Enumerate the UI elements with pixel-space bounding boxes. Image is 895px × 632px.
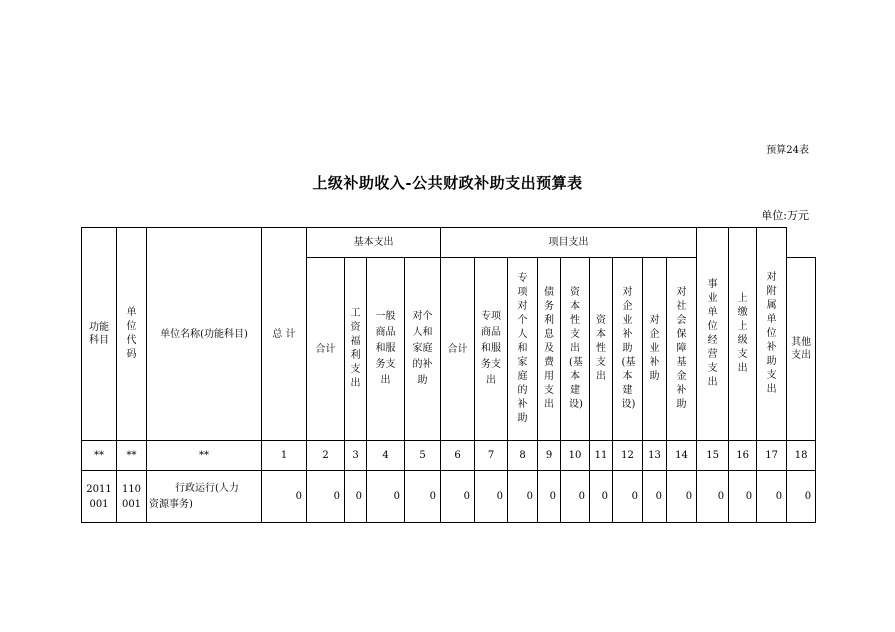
header-special-personal: 专项对个人和家庭的补助 xyxy=(508,258,538,441)
header-capital-basic: 资本性支出(基本建设) xyxy=(561,258,590,441)
func-code-cell: 2011001 xyxy=(82,471,117,523)
unit-label: 单位:万元 xyxy=(761,209,809,222)
index-cell: 11 xyxy=(590,441,613,471)
header-turn-over: 上缴上级支出 xyxy=(729,228,757,441)
header-goods: 一般商品和服务支出 xyxy=(367,258,405,441)
table-row xyxy=(82,471,816,523)
value-cell: 0 xyxy=(405,471,441,523)
index-cell: 7 xyxy=(475,441,508,471)
header-special-goods: 专项商品和服务支出 xyxy=(475,258,508,441)
value-cell: 0 xyxy=(729,471,757,523)
value-cell: 0 xyxy=(508,471,538,523)
index-cell: 5 xyxy=(405,441,441,471)
header-social-security: 对社会保障基金补助 xyxy=(667,258,697,441)
header-capital: 资本性支出 xyxy=(590,258,613,441)
value-cell: 0 xyxy=(697,471,729,523)
value-cell: 0 xyxy=(441,471,475,523)
index-row xyxy=(82,441,816,471)
header-wages: 工资福利支出 xyxy=(345,258,367,441)
value-cell: 0 xyxy=(590,471,613,523)
index-cell: 3 xyxy=(345,441,367,471)
budget-table xyxy=(81,227,816,523)
header-business: 事业单位经营支出 xyxy=(697,228,729,441)
index-cell: 8 xyxy=(508,441,538,471)
header-basic-total: 合计 xyxy=(307,258,345,441)
index-cell: 9 xyxy=(538,441,561,471)
header-unit-name: 单位名称(功能科目) xyxy=(147,228,262,441)
index-cell: 10 xyxy=(561,441,590,471)
header-enterprise-basic: 对企业补助(基本建设) xyxy=(613,258,643,441)
header-project-group: 项目支出 xyxy=(441,228,697,258)
header-other: 其他支出 xyxy=(787,258,816,441)
value-cell: 0 xyxy=(307,471,345,523)
value-cell: 0 xyxy=(787,471,816,523)
index-cell: 13 xyxy=(643,441,667,471)
index-cell: ** xyxy=(147,441,262,471)
value-cell: 0 xyxy=(643,471,667,523)
index-cell: ** xyxy=(82,441,117,471)
header-basic-group: 基本支出 xyxy=(307,228,441,258)
value-cell: 0 xyxy=(613,471,643,523)
value-cell: 0 xyxy=(262,471,307,523)
index-cell: 17 xyxy=(757,441,787,471)
page-title: 上级补助收入-公共财政补助支出预算表 xyxy=(312,174,583,192)
unit-name-cell: 行政运行(人力资源事务) xyxy=(147,471,262,523)
index-cell: 12 xyxy=(613,441,643,471)
index-cell: 6 xyxy=(441,441,475,471)
value-cell: 0 xyxy=(345,471,367,523)
value-cell: 0 xyxy=(475,471,508,523)
value-cell: 0 xyxy=(667,471,697,523)
header-enterprise: 对企业补助 xyxy=(643,258,667,441)
header-debt-interest: 债务利息及费用支出 xyxy=(538,258,561,441)
header-unit-code: 单位代码 xyxy=(117,228,147,441)
form-number: 预算24表 xyxy=(766,145,809,156)
header-func-subject: 功能科目 xyxy=(82,228,117,441)
index-cell: 16 xyxy=(729,441,757,471)
index-cell: 18 xyxy=(787,441,816,471)
index-cell: 15 xyxy=(697,441,729,471)
value-cell: 0 xyxy=(561,471,590,523)
index-cell: ** xyxy=(117,441,147,471)
unit-code-cell: 110001 xyxy=(117,471,147,523)
index-cell: 14 xyxy=(667,441,697,471)
index-cell: 4 xyxy=(367,441,405,471)
header-project-total: 合计 xyxy=(441,258,475,441)
value-cell: 0 xyxy=(367,471,405,523)
header-affiliated: 对附属单位补助支出 xyxy=(757,228,787,441)
header-total: 总 计 xyxy=(262,228,307,441)
value-cell: 0 xyxy=(538,471,561,523)
index-cell: 1 xyxy=(262,441,307,471)
header-personal: 对个人和家庭的补助 xyxy=(405,258,441,441)
index-cell: 2 xyxy=(307,441,345,471)
value-cell: 0 xyxy=(757,471,787,523)
